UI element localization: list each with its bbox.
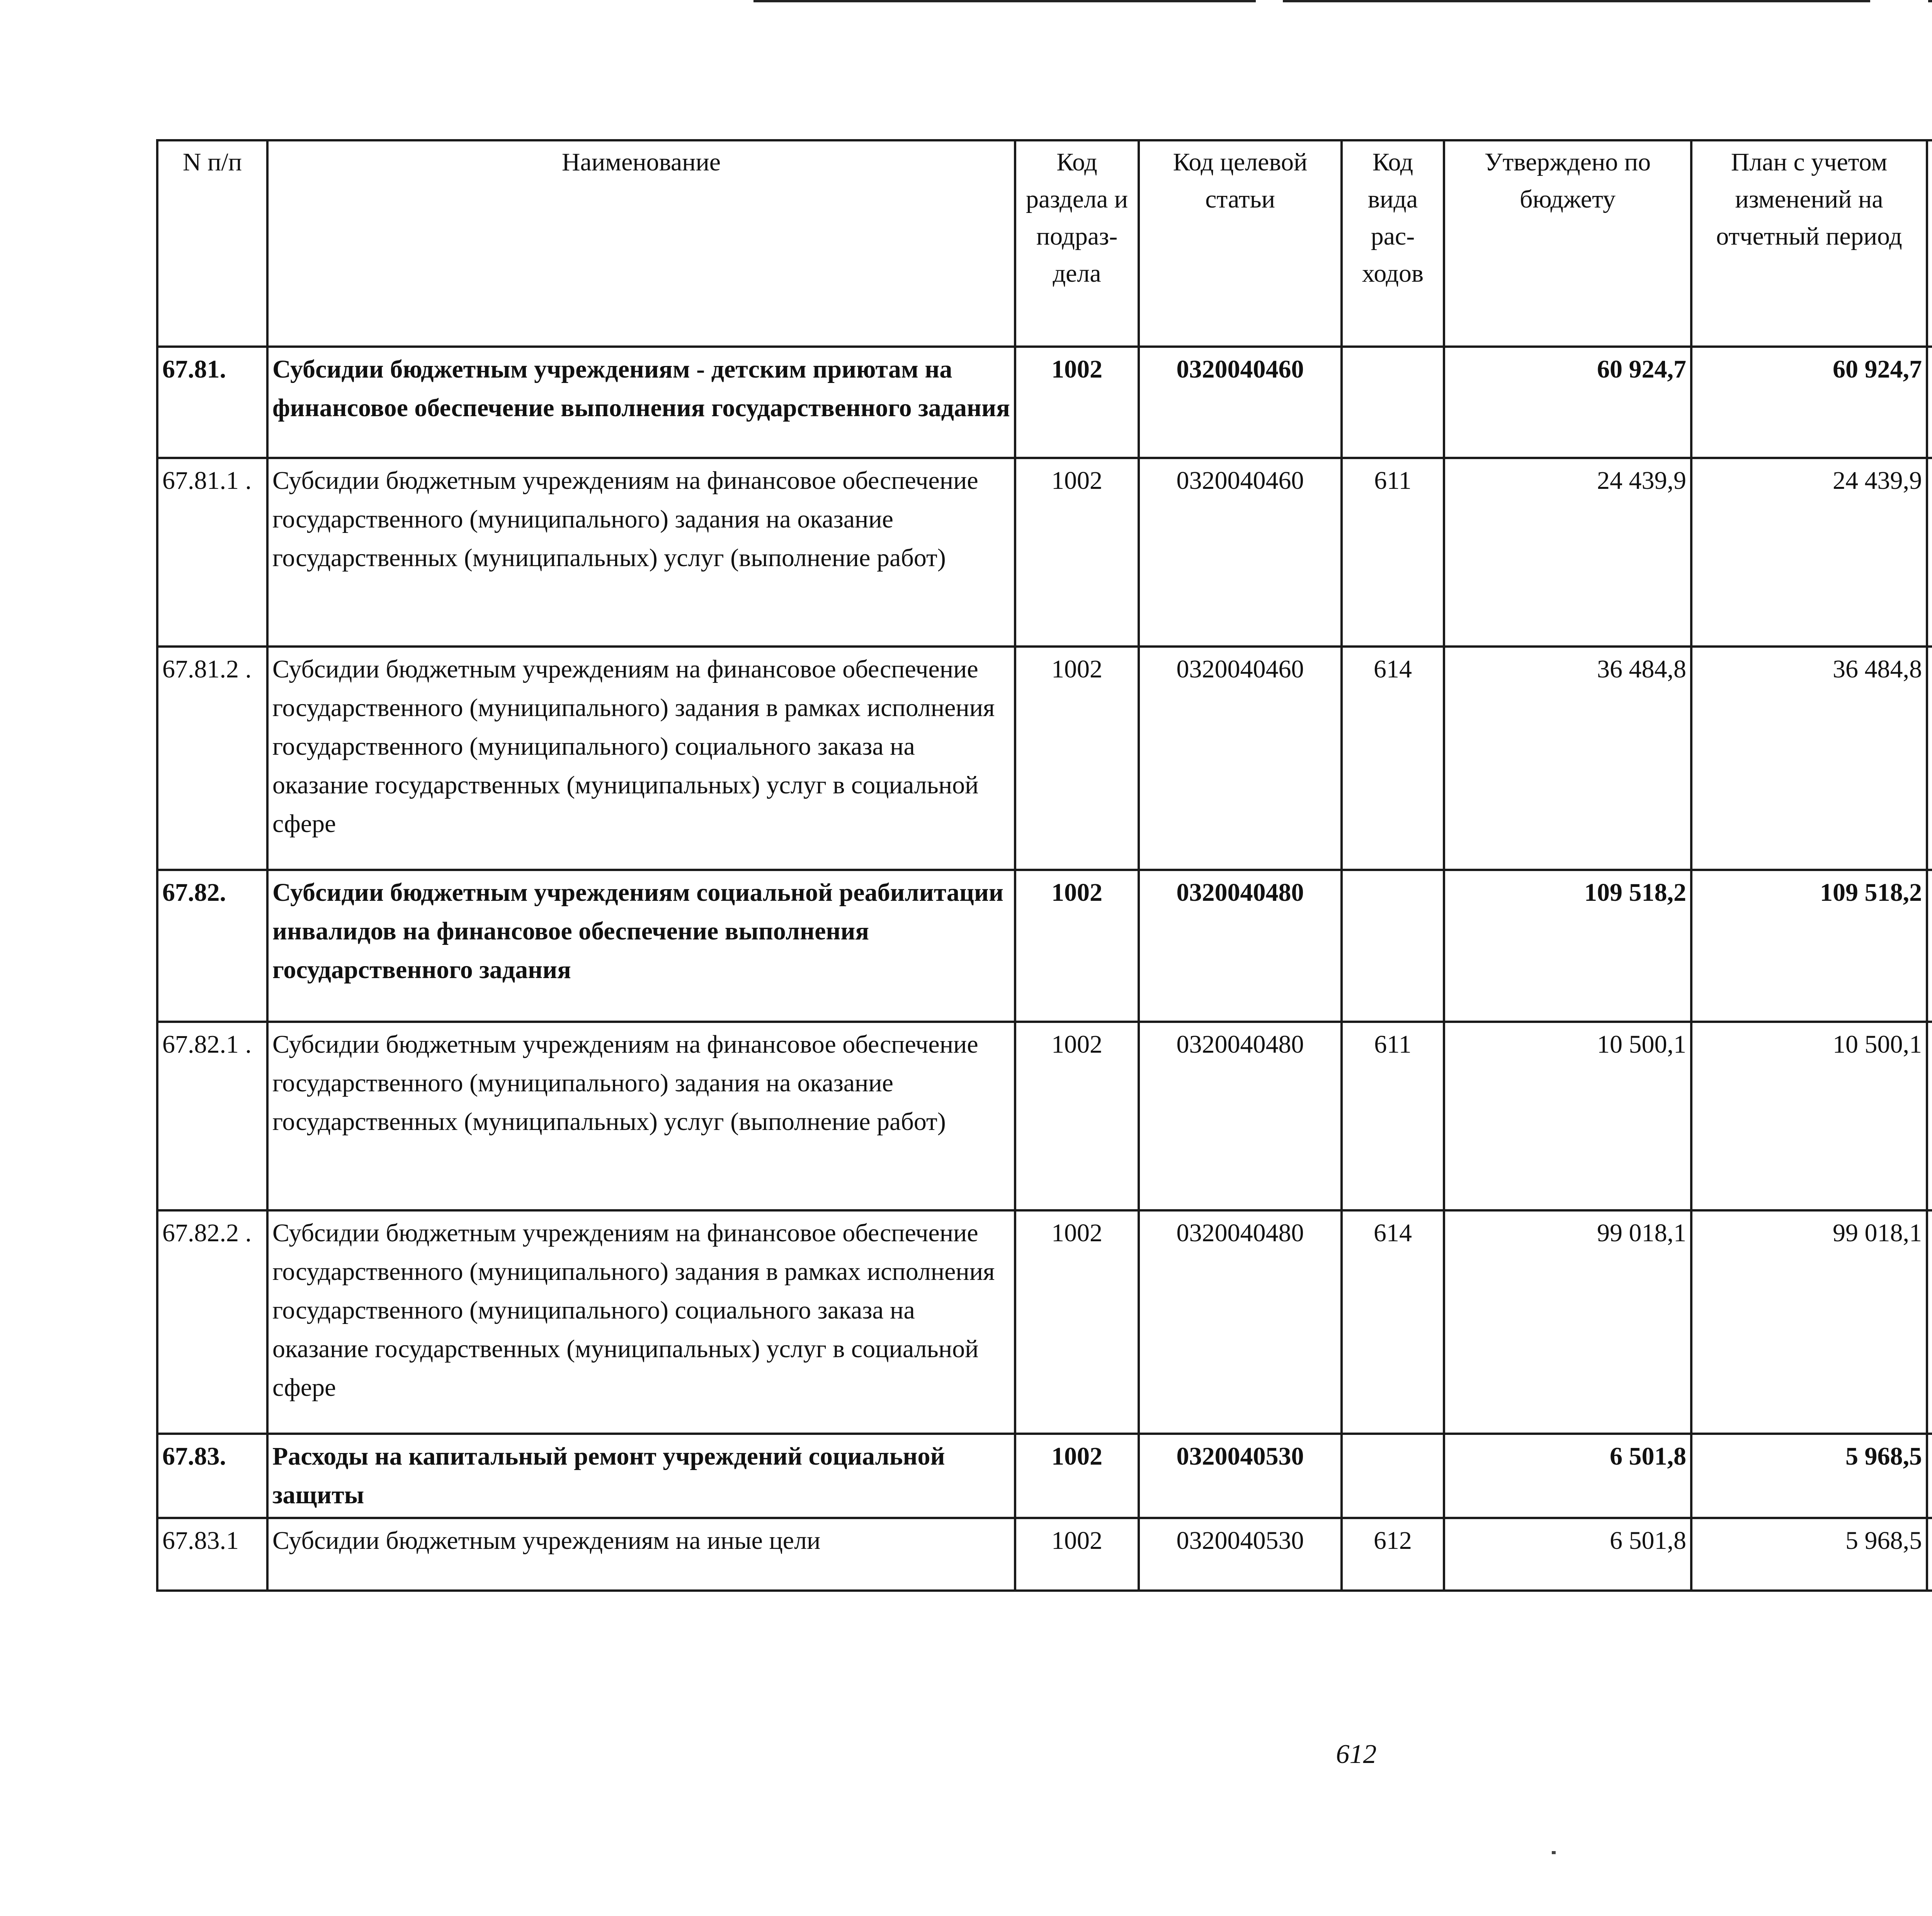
row-approved: 36 484,8 <box>1444 647 1691 870</box>
row-name: Субсидии бюджетным учреждениям социальной реабилитации инвалидов на финансовое обеспечение выполнения государственного задания <box>267 870 1015 1022</box>
row-target-code: 0320040460 <box>1139 347 1342 458</box>
header-num: N п/п <box>157 140 267 347</box>
row-section-code: 1002 <box>1015 1434 1139 1518</box>
row-num: 67.83. <box>157 1434 267 1518</box>
row-num: 67.81.1 . <box>157 458 267 647</box>
row-expense-code <box>1342 870 1444 1022</box>
row-plan: 99 018,1 <box>1691 1210 1927 1434</box>
row-executed <box>1927 647 1932 870</box>
row-approved: 10 500,1 <box>1444 1022 1691 1210</box>
row-plan: 5 968,5 <box>1691 1434 1927 1518</box>
row-plan: 36 484,8 <box>1691 647 1927 870</box>
row-section-code: 1002 <box>1015 870 1139 1022</box>
row-num: 67.81. <box>157 347 267 458</box>
table-row <box>157 458 1932 647</box>
table-row <box>157 1210 1932 1434</box>
row-section-code: 1002 <box>1015 1518 1139 1591</box>
row-executed <box>1927 458 1932 647</box>
row-approved: 6 501,8 <box>1444 1434 1691 1518</box>
row-target-code: 0320040480 <box>1139 1022 1342 1210</box>
row-expense-code <box>1342 347 1444 458</box>
page-number: 612 <box>1336 1739 1377 1769</box>
row-plan: 5 968,5 <box>1691 1518 1927 1591</box>
row-approved: 6 501,8 <box>1444 1518 1691 1591</box>
row-expense-code: 614 <box>1342 647 1444 870</box>
row-num: 67.81.2 . <box>157 647 267 870</box>
scan-speck <box>1552 1851 1556 1854</box>
row-expense-code: 611 <box>1342 1022 1444 1210</box>
row-target-code: 0320040530 <box>1139 1434 1342 1518</box>
header-plan: План с учетом изменений на отчетный период <box>1691 140 1927 347</box>
top-rule-right <box>1928 0 1932 2</box>
row-plan: 24 439,9 <box>1691 458 1927 647</box>
row-num: 67.82.2 . <box>157 1210 267 1434</box>
row-approved: 24 439,9 <box>1444 458 1691 647</box>
row-target-code: 0320040480 <box>1139 1210 1342 1434</box>
header-expense-code: Код вида рас- ходов <box>1342 140 1444 347</box>
row-expense-code: 611 <box>1342 458 1444 647</box>
row-executed <box>1927 1210 1932 1434</box>
row-expense-code <box>1342 1434 1444 1518</box>
header-approved: Утверждено по бюджету <box>1444 140 1691 347</box>
row-name: Субсидии бюджетным учреждениям на финансовое обеспечение государственного (муниципального) задания на оказание государственных (муниципальных) услуг (выполнение работ) <box>267 1022 1015 1210</box>
row-approved: 99 018,1 <box>1444 1210 1691 1434</box>
row-section-code: 1002 <box>1015 647 1139 870</box>
table-row <box>157 347 1932 458</box>
row-section-code: 1002 <box>1015 1022 1139 1210</box>
row-name: Расходы на капитальный ремонт учреждений социальной защиты <box>267 1434 1015 1518</box>
row-approved: 109 518,2 <box>1444 870 1691 1022</box>
table-row <box>157 1518 1932 1591</box>
row-num: 67.82.1 . <box>157 1022 267 1210</box>
row-section-code: 1002 <box>1015 347 1139 458</box>
row-name: Субсидии бюджетным учреждениям на финансовое обеспечение государственного (муниципального) задания на оказание государственных (муниципальных) услуг (выполнение работ) <box>267 458 1015 647</box>
row-target-code: 0320040530 <box>1139 1518 1342 1591</box>
header-target-code: Код целевой статьи <box>1139 140 1342 347</box>
row-executed <box>1927 1022 1932 1210</box>
table-row <box>157 1434 1932 1518</box>
row-num: 67.82. <box>157 870 267 1022</box>
table-row <box>157 1022 1932 1210</box>
top-rule-middle <box>1283 0 1870 2</box>
row-expense-code: 614 <box>1342 1210 1444 1434</box>
row-name: Субсидии бюджетным учреждениям - детским приютам на финансовое обеспечение выполнения государственного задания <box>267 347 1015 458</box>
row-executed <box>1927 1434 1932 1518</box>
budget-execution-table <box>156 139 1932 1592</box>
table-row <box>157 870 1932 1022</box>
row-name: Субсидии бюджетным учреждениям на финансовое обеспечение государственного (муниципального) задания в рамках исполнения государственного (муниципального) социального заказа на оказание государственных (муниципальных) услуг в социальной сфере <box>267 1210 1015 1434</box>
row-name: Субсидии бюджетным учреждениям на финансовое обеспечение государственного (муниципального) задания в рамках исполнения государственного (муниципального) социального заказа на оказание государственных (муниципальных) услуг в социальной сфере <box>267 647 1015 870</box>
row-num: 67.83.1 <box>157 1518 267 1591</box>
table-row <box>157 647 1932 870</box>
header-executed <box>1927 140 1932 347</box>
row-plan: 60 924,7 <box>1691 347 1927 458</box>
row-executed <box>1927 347 1932 458</box>
row-target-code: 0320040460 <box>1139 458 1342 647</box>
row-target-code: 0320040480 <box>1139 870 1342 1022</box>
header-section-code: Код раздела и подраз- дела <box>1015 140 1139 347</box>
row-name: Субсидии бюджетным учреждениям на иные цели <box>267 1518 1015 1591</box>
row-target-code: 0320040460 <box>1139 647 1342 870</box>
row-expense-code: 612 <box>1342 1518 1444 1591</box>
header-name: Наименование <box>267 140 1015 347</box>
row-executed <box>1927 1518 1932 1591</box>
row-plan: 10 500,1 <box>1691 1022 1927 1210</box>
row-approved: 60 924,7 <box>1444 347 1691 458</box>
row-section-code: 1002 <box>1015 1210 1139 1434</box>
row-executed <box>1927 870 1932 1022</box>
row-plan: 109 518,2 <box>1691 870 1927 1022</box>
row-section-code: 1002 <box>1015 458 1139 647</box>
top-rule-left <box>753 0 1256 2</box>
